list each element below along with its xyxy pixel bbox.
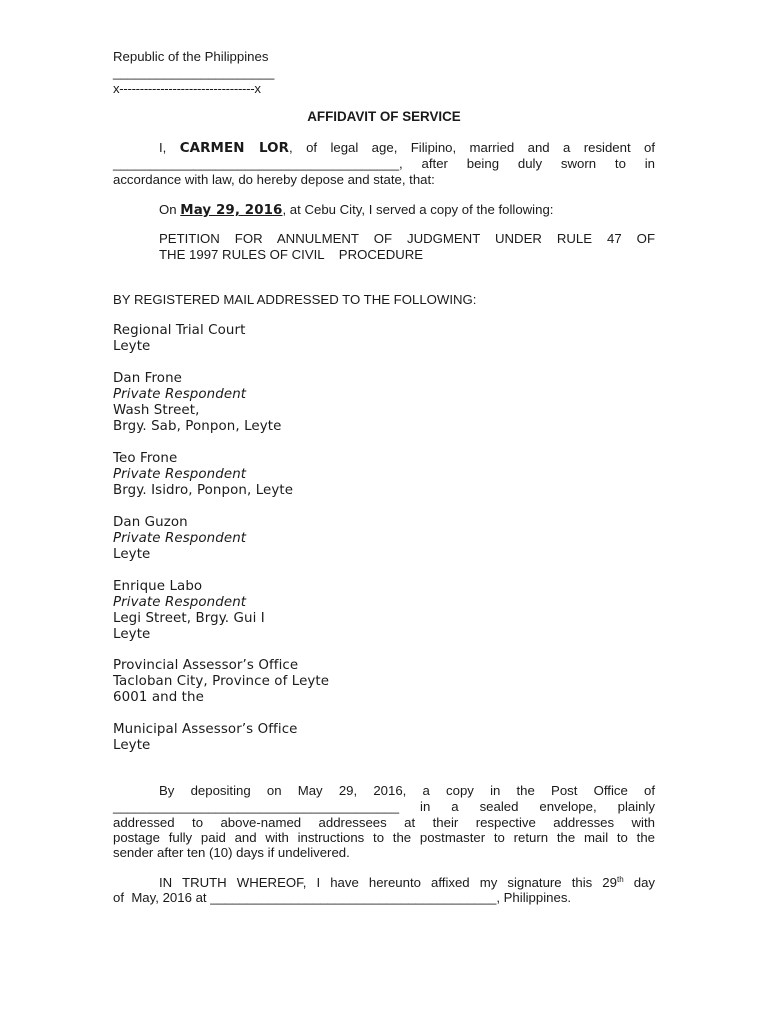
- addressee-teo-frone: [113, 451, 513, 499]
- deposit-line2: [113, 799, 655, 815]
- signing-place-blank: _______________________________________: [210, 890, 497, 905]
- addressee-name: Municipal Assessor’s Office: [113, 722, 298, 737]
- addressee-dan-frone: [113, 371, 513, 435]
- addressee-provincial-assessor: [113, 658, 513, 706]
- para1-text2: , after being duly sworn to in: [399, 156, 655, 171]
- residence-blank: _______________________________________: [113, 156, 400, 171]
- addressee-name: Enrique Labo: [113, 579, 203, 594]
- addressee-postal: 6001 and the: [113, 690, 204, 705]
- addressee-name: Regional Trial Court: [113, 323, 246, 338]
- registered-mail-heading: BY REGISTERED MAIL ADDRESSED TO THE FOLLOWING:: [113, 292, 477, 307]
- addressee-place: Leyte: [113, 627, 151, 642]
- paragraph-deponent: [113, 140, 655, 157]
- addressee-role: Private Respondent: [113, 467, 247, 482]
- paragraph-deponent-line2: [113, 156, 655, 172]
- paragraph-service-date: [113, 202, 655, 219]
- deposit-line3: addressed to above-named addressees at their respective addresses with: [113, 815, 655, 830]
- addressee-place: Leyte: [113, 738, 151, 753]
- addressee-name: Dan Guzon: [113, 515, 188, 530]
- deposit-line5: sender after ten (10) days if undelivered.: [113, 845, 350, 860]
- addressee-rtc: [113, 323, 513, 355]
- petition-line1: PETITION FOR ANNULMENT OF JUDGMENT UNDER RULE 47 OF: [159, 231, 655, 246]
- signing-date: of May, 2016 at: [113, 890, 211, 905]
- header-x-line: x---------------------------------x: [113, 81, 261, 96]
- addressee-place: Brgy. Sab, Ponpon, Leyte: [113, 419, 282, 434]
- addressee-name: Teo Frone: [113, 451, 178, 466]
- addressee-place: Leyte: [113, 547, 151, 562]
- para2-suffix: , at Cebu City, I served a copy of the following:: [282, 202, 554, 217]
- deposit-line1: By depositing on May 29, 2016, a copy in the Post Office of: [159, 783, 655, 798]
- truth-whereof-line1: [159, 875, 655, 891]
- addressee-role: Private Respondent: [113, 595, 247, 610]
- document-title: AFFIDAVIT OF SERVICE: [307, 109, 461, 124]
- addressee-street: Wash Street,: [113, 403, 200, 418]
- republic-header: Republic of the Philippines: [113, 49, 269, 64]
- addressee-enrique-labo: [113, 579, 513, 643]
- signing-country: , Philippines.: [496, 890, 572, 905]
- para1-prefix: I,: [159, 140, 180, 155]
- addressee-place: Leyte: [113, 339, 151, 354]
- para1-text1: , of legal age, Filipino, married and a resident of: [289, 140, 656, 155]
- petition-line2: THE 1997 RULES OF CIVIL PROCEDURE: [159, 247, 424, 262]
- addressee-place: Tacloban City, Province of Leyte: [113, 674, 330, 689]
- para2-prefix: On: [159, 202, 181, 217]
- addressee-role: Private Respondent: [113, 387, 247, 402]
- addressee-name: Provincial Assessor’s Office: [113, 658, 299, 673]
- truth-whereof-end: day: [623, 875, 655, 890]
- ordinal-suffix: th: [616, 875, 624, 884]
- service-date: May 29, 2016: [180, 203, 283, 218]
- header-blank-line: ______________________: [113, 65, 275, 80]
- addressee-place: Brgy. Isidro, Ponpon, Leyte: [113, 483, 294, 498]
- deponent-name: CARMEN LOR: [179, 141, 290, 156]
- deposit-line2-rest: in a sealed envelope, plainly: [399, 799, 655, 814]
- post-office-blank: _______________________________________: [113, 799, 400, 814]
- truth-whereof-text: IN TRUTH WHEREOF, I have hereunto affixed my signature this 29: [159, 875, 617, 890]
- deposit-line4: postage fully paid and with instructions to the postmaster to return the mail to the: [113, 830, 655, 845]
- truth-whereof-line2: [113, 890, 655, 906]
- addressee-municipal-assessor: [113, 722, 513, 754]
- addressee-dan-guzon: [113, 515, 513, 563]
- paragraph-deponent-line3: accordance with law, do hereby depose and state, that:: [113, 172, 435, 187]
- addressee-street: Legi Street, Brgy. Gui I: [113, 611, 265, 626]
- addressee-role: Private Respondent: [113, 531, 247, 546]
- addressee-name: Dan Frone: [113, 371, 183, 386]
